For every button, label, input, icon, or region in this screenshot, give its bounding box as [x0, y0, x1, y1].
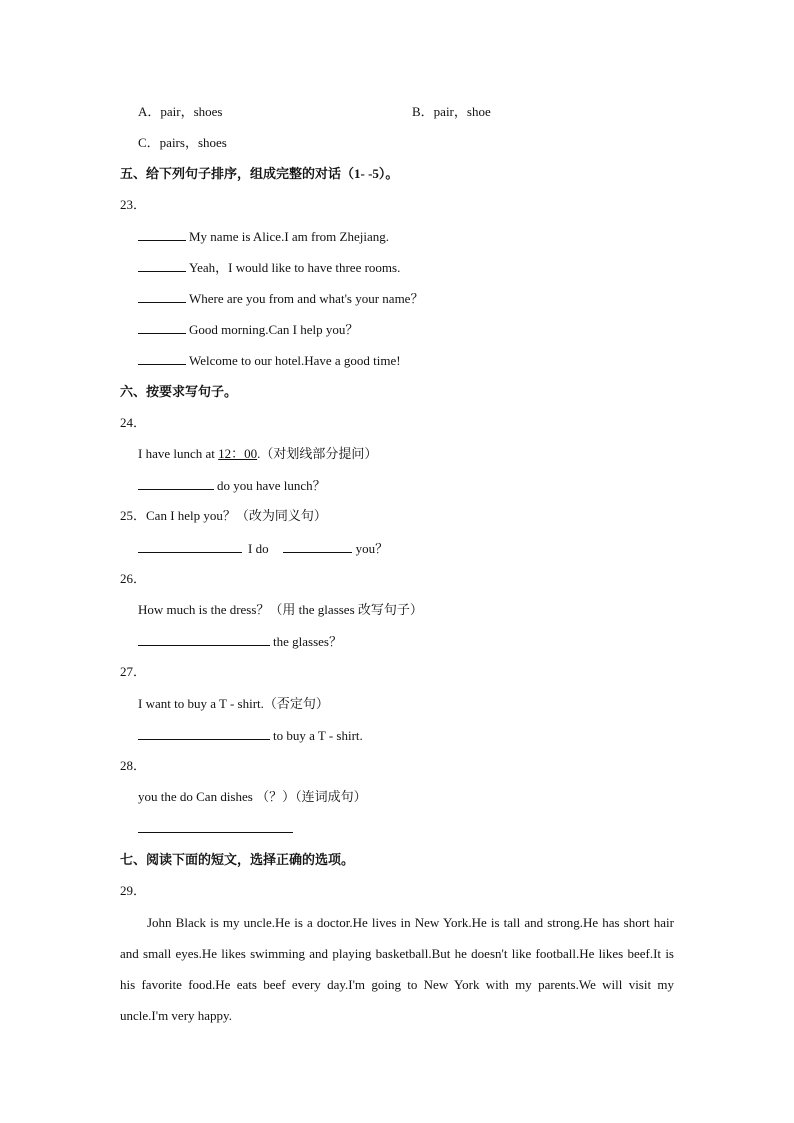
question-28-prompt: you the do Can dishes （？）（连词成句）	[138, 789, 367, 804]
dialogue-text: Yeah，I would like to have three rooms.	[189, 260, 401, 275]
reading-passage	[120, 907, 674, 1031]
dialogue-item	[138, 228, 389, 245]
answer-blank[interactable]	[283, 540, 352, 553]
answer-blank[interactable]	[138, 820, 293, 833]
answer-tail: you？	[355, 541, 389, 556]
question-27-number: 27．	[120, 664, 147, 679]
answer-mid: I do	[248, 541, 269, 556]
question-26-answer	[138, 633, 342, 650]
question-26-prompt: How much is the dress？（用 the glasses 改写句子）	[138, 602, 423, 617]
question-27-prompt: I want to buy a T - shirt.（否定句）	[138, 696, 329, 711]
dialogue-text: My name is Alice.I am from Zhejiang.	[189, 229, 390, 244]
question-24-number: 24．	[120, 415, 147, 430]
answer-tail: do you have lunch？	[217, 478, 326, 493]
answer-blank[interactable]	[138, 540, 242, 553]
answer-blank[interactable]	[138, 290, 186, 303]
answer-tail: to buy a T - shirt.	[273, 728, 363, 743]
dialogue-item	[138, 290, 423, 307]
question-28-answer	[138, 820, 296, 837]
passage-text: John Black is my uncle.He is a doctor.He lives in New York.He is tall and strong.He has short hair and small eyes.He likes swimming and playing basketball.But he doesn't like football.He likes beef.It is his favorite food.He eats beef every day.I'm going to New York with my parents.We will visit my uncle.I'm very happy.	[120, 915, 674, 1023]
dialogue-item	[138, 321, 358, 338]
section-6-heading: 六、按要求写句子。	[120, 384, 238, 399]
question-27-answer	[138, 727, 363, 744]
answer-blank[interactable]	[138, 727, 270, 740]
question-24-answer	[138, 477, 326, 494]
option-a: A．pair，shoes	[138, 104, 223, 119]
dialogue-text: Good morning.Can I help you？	[189, 322, 359, 337]
answer-blank[interactable]	[138, 633, 270, 646]
prompt-instruction: .（对划线部分提问）	[257, 446, 378, 461]
answer-blank[interactable]	[138, 321, 186, 334]
question-23-number: 23．	[120, 197, 147, 212]
section-7-heading: 七、阅读下面的短文，选择正确的选项。	[120, 852, 355, 867]
question-25-answer	[138, 540, 388, 557]
question-26-number: 26．	[120, 571, 147, 586]
answer-blank[interactable]	[138, 259, 186, 272]
underlined-part: 12：00	[218, 446, 258, 461]
answer-blank[interactable]	[138, 352, 186, 365]
answer-blank[interactable]	[138, 228, 186, 241]
question-24-prompt	[138, 446, 377, 462]
dialogue-text: Welcome to our hotel.Have a good time!	[189, 353, 401, 368]
dialogue-item	[138, 259, 400, 276]
answer-blank[interactable]	[138, 477, 214, 490]
section-5-heading: 五、给下列句子排序，组成完整的对话（1- -5）。	[120, 166, 399, 181]
answer-tail: the glasses？	[273, 634, 342, 649]
option-b: B．pair，shoe	[412, 104, 491, 119]
dialogue-item	[138, 352, 401, 369]
question-29-number: 29．	[120, 883, 147, 898]
prompt-text: I have lunch at	[138, 446, 219, 461]
option-c: C．pairs，shoes	[138, 135, 227, 150]
question-28-number: 28．	[120, 758, 147, 773]
dialogue-text: Where are you from and what's your name？	[189, 291, 424, 306]
question-25-prompt: 25．Can I help you？（改为同义句）	[120, 508, 327, 523]
